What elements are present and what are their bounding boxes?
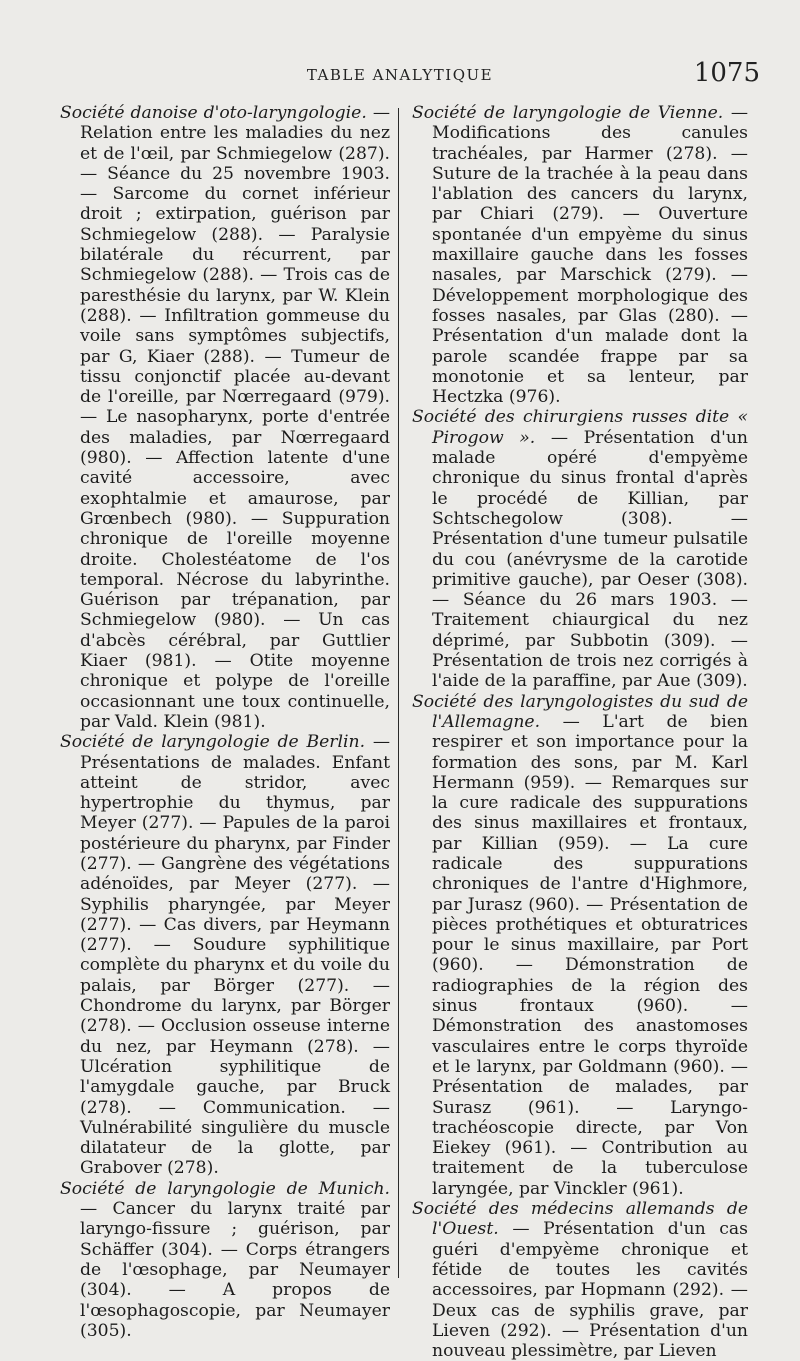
index-entry xyxy=(412,407,748,691)
index-entry xyxy=(412,692,748,1199)
index-entry xyxy=(60,1179,390,1341)
right-column xyxy=(412,103,748,1361)
index-entry xyxy=(60,103,390,732)
entry-text: — L'art de bien respirer et son importance pour la formation des sons, par M. Karl Hermann (959). — Remarques sur la cure radicale des suppurations des sinus maxillaires et frontaux, par Killian (959). — La cure radicale des suppurations chroniques de l'antre d'Highmore, par Jurasz (960). — Présentation de pièces prothétiques et obturatrices pour le sinus maxillaire, par Port (960). — Démonstration de radiographies de la région des sinus frontaux (960). — Démonstration des anastomoses vasculaires entre le corps thyroïde et le larynx, par Goldmann (960). — Présentation de malades, par Surasz (961). — Laryngo-trachéoscopie directe, par Von Eiekey (961). — Contribution au traitement de la tuberculose laryngée, par Vinckler (961). xyxy=(432,711,748,1199)
entry-heading: Société de laryngologie de Vienne. xyxy=(412,103,724,123)
entry-heading: Société des médecins allemands de l'Ouest. xyxy=(412,1199,748,1240)
entry-text: — Modifications des canules trachéales, par Harmer (278). — Suture de la trachée à la peau dans l'ablation des cancers du larynx, par Chiari (279). — Ouverture spontanée d'un empyème du sinus maxillaire gauche dans les fosses nasales, par Marschick (279). — Développement morphologique des fosses nasales, par Glas (280). — Présentation d'un malade dont la parole scandée frappe par sa monotonie et sa lenteur, par Hectzka (976). xyxy=(432,103,748,408)
page-number: 1075 xyxy=(693,58,760,88)
left-column xyxy=(60,103,390,1341)
entry-text: — Présentation d'un cas guéri d'empyème chronique et fétide de toutes les cavités accessoires, par Hopmann (292). — Deux cas de syphilis grave, par Lieven (292). — Présentation d'un nouveau plessimètre, par Lieven xyxy=(432,1219,748,1361)
entry-heading: Société de laryngologie de Berlin. xyxy=(60,732,366,753)
entry-text: — Cancer du larynx traité par laryngo-fissure ; guérison, par Schäffer (304). — Corps étrangers de l'œsophage, par Neumayer (304). — A propos de l'œsophagoscopie, par Neumayer (305). xyxy=(80,1199,390,1341)
entry-text: — Relation entre les maladies du nez et de l'œil, par Schmiegelow (287). — Séance du 25 novembre 1903. — Sarcome du cornet inférieur droit ; extirpation, guérison par Schmiegelow (288). — Paralysie bilatérale du récurrent, par Schmiegelow (288). — Trois cas de paresthésie du larynx, par W. Klein (288). — Infiltration gommeuse du voile sans symptômes subjectifs, par G, Kiaer (288). — Tumeur de tissu conjonctif placée au-devant de l'oreille, par Nœrregaard (979). — Le nasopharynx, porte d'entrée des maladies, par Nœrregaard (980). — Affection latente d'une cavité accessoire, avec exophtalmie et amaurose, par Grœnbech (980). — Suppuration chronique de l'oreille moyenne droite. Cholestéatome de l'os temporal. Nécrose du labyrinthe. Guérison par trépanation, par Schmiegelow (980). — Un cas d'abcès cérébral, par Guttlier Kiaer (981). — Otite moyenne chronique et polype de l'oreille occasionnant une toux continuelle, par Vald. Klein (981). xyxy=(80,103,390,732)
entry-text: — Présentations de malades. Enfant atteint de stridor, avec hypertrophie du thymus, par Meyer (277). — Papules de la paroi postérieure du pharynx, par Finder (277). — Gangrène des végétations adénoïdes, par Meyer (277). — Syphilis pharyngée, par Meyer (277). — Cas divers, par Heymann (277). — Soudure syphilitique complète du pharynx et du voile du palais, par Börger (277). — Chondrome du larynx, par Börger (278). — Occlusion osseuse interne du nez, par Heymann (278). — Ulcération syphilitique de l'amygdale gauche, par Bruck (278). — Communication. — Vulnérabilité singulière du muscle dilatateur de la glotte, par Grabover (278). xyxy=(80,732,390,1179)
entry-text: — Présentation d'un malade opéré d'empyème chronique du sinus frontal d'après le procédé de Killian, par Schtschegolow (308). — Présentation d'une tumeur pulsatile du cou (anévrysme de la carotide primitive gauche), par Oeser (308). — Séance du 26 mars 1903. — Traitement chiaurgical du nez déprimé, par Subbotin (309). — Présentation de trois nez corrigés à l'aide de la paraffine, par Aue (309). xyxy=(432,427,748,692)
index-entry xyxy=(412,103,748,407)
index-entry xyxy=(60,732,390,1179)
index-entry xyxy=(412,1199,748,1361)
running-header: TABLE ANALYTIQUE xyxy=(306,66,494,84)
entry-heading: Société danoise d'oto-laryngologie. xyxy=(60,103,367,123)
entry-heading: Société des chirurgiens russes dite « Pirogow ». xyxy=(412,407,748,448)
entry-heading: Société des laryngologistes du sud de l'Allemagne. xyxy=(412,691,748,732)
column-divider xyxy=(398,108,399,1278)
entry-heading: Société de laryngologie de Munich. xyxy=(60,1178,390,1199)
